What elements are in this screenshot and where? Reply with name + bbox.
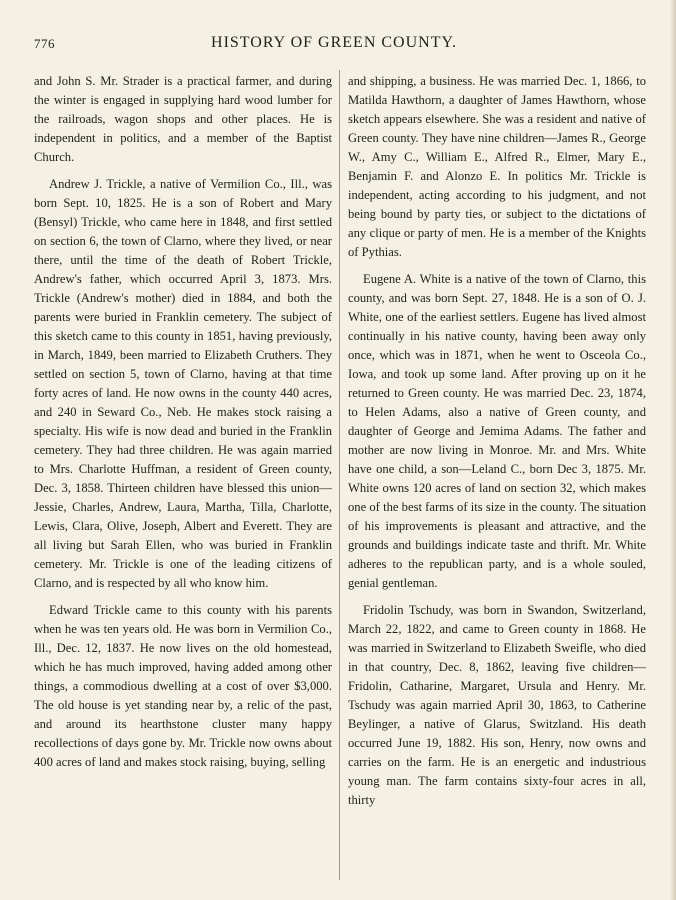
running-head — [34, 34, 634, 56]
page-title: HISTORY OF GREEN COUNTY. — [211, 34, 457, 51]
page-number: 776 — [34, 36, 55, 51]
page-edge-shadow — [670, 0, 676, 900]
column-divider — [339, 70, 340, 880]
right-column — [348, 72, 646, 818]
paragraph-edward-trickle-continued: and shipping, a business. He was married Dec. 1, 1866, to Matilda Hawthorn, a daughter of James Hawthorn, whose sketch appears elsewhere. She was a resident and native of Green county. They have nine children—James R., George W., Amy C., William E., Alfred R., Elmer, Mary E., Benjamin F. and Alonzo E. In politics Mr. Trickle is independent, acting according to his judgment, and not being bound by party ties, or subject to the dictations of any clique or party of men. He is a member of the Knights of Pythias. — [348, 74, 646, 259]
paragraph-edward-trickle: Edward Trickle came to this county with his parents when he was ten years old. He was born in Vermilion Co., Ill., Dec. 12, 1837. He now lives on the old homestead, which he has much improved, having added among other things, a commodious dwelling at a cost of over $3,000. The old house is yet standing near by, a relic of the past, and around its hearthstone cluster many happy recollections of days gone by. Mr. Trickle now owns about 400 acres of land and makes stock raising, buying, selling — [34, 603, 332, 769]
paragraph-fridolin-tschudy: Fridolin Tschudy, was born in Swandon, Switzerland, March 22, 1822, and came to Green county in 1868. He was married in Switzerland to Elizabeth Sweifle, who died in that country, Dec. 8, 1862, leaving five children—Fridolin, Catharine, Margaret, Ursula and Henry. Mr. Tschudy was again married April 30, 1863, to Catherine Beylinger, a native of Glarus, Switzland. His death occurred June 19, 1882. His son, Henry, now owns and carries on the farm. He is an energetic and industrious young man. The farm contains sixty-four acres in all, thirty — [348, 603, 646, 807]
paragraph-andrew-trickle: Andrew J. Trickle, a native of Vermilion Co., Ill., was born Sept. 10, 1825. He is a son of Robert and Mary (Bensyl) Trickle, who came here in 1848, and first settled on section 6, the town of Clarno, where they lived, or near there, until the time of the death of Robert Trickle, Andrew's father, which occurred April 3, 1873. Mrs. Trickle (Andrew's mother) died in 1884, and both the parents were buried in Franklin cemetery. The subject of this sketch came to this county in 1851, having previously, in March, 1849, been married to Elizabeth Cruthers. They settled on section 5, town of Clarno, having at that time forty acres of land. He now owns in the county 440 acres, and 240 in Seward Co., Neb. He makes stock raising a specialty. His wife is now dead and buried in the Franklin cemetery. They had three children. He was again married to Mrs. Charlotte Huffman, a resident of Green county, Dec. 3, 1858. Thirteen children have blessed this union—Jessie, Charles, Andrew, Laura, Martha, Tilla, Charlotte, Lewis, Clara, Olive, Joseph, Albert and Everett. They are all living but Sarah Ellen, who was buried in Franklin cemetery. Mr. Trickle is one of the leading citizens of Clarno, and is respected by all who know him. — [34, 177, 332, 590]
paragraph-strader-continued: and John S. Mr. Strader is a practical farmer, and during the winter is engaged in supplying hard wood lumber for the railroads, wagon shops and other places. He is independent in politics, and a member of the Baptist Church. — [34, 74, 332, 164]
paragraph-eugene-white: Eugene A. White is a native of the town of Clarno, this county, and was born Sept. 27, 1848. He is a son of O. J. White, one of the earliest settlers. Eugene has lived almost continually in his native county, having been away only once, which was in 1871, when he went to Osceola Co., Iowa, and took up some land. After proving up on it he returned to Green county. He was married Dec. 23, 1874, to Helen Adams, also a native of Green county, and daughter of George and Jemima Adams. The father and mother are now living in Monroe. Mr. and Mrs. White have one child, a son—Leland C., born Dec 3, 1875. Mr. White owns 120 acres of land on section 32, which makes one of the best farms of its size in the county. The situation of his improvements is pleasant and attractive, and the grounds and buildings indicate taste and thrift. Mr. White adheres to the republican party, and is a whole souled, genial gentleman. — [348, 272, 646, 590]
left-column — [34, 72, 332, 780]
